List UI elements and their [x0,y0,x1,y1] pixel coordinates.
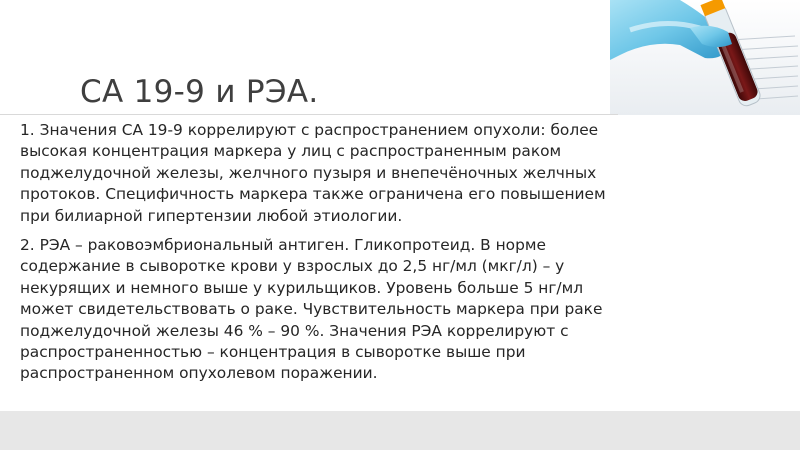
footer-bar [0,411,800,450]
blood-sample-tube-photo [610,0,800,115]
blood-sample-tube-illustration [610,0,800,115]
slide-body [20,120,660,393]
paragraph-rea: 2. РЭА – раковоэмбриональный антиген. Гликопротеид. В норме содержание в сыворотке крови у взрослых до 2,5 нг/мл (мкг/л) – у некурящих и немного выше у курильщиков. Уровень больше 5 нг/мл может свидетельствовать о раке. Чувствительность маркера при раке поджелудочной железы 46 % – 90 %. Значения РЭА коррелируют с распространенностью – концентрация в сыворотке выше при распространенном опухолевом поражении. [20,236,603,383]
paragraph-ca19-9: 1. Значения СА 19-9 коррелируют с распространением опухоли: более высокая концентрация маркера у лиц с распространенным раком поджелудочной железы, желчного пузыря и внепечёночных желчных протоков. Специфичность маркера также ограничена его повышением при билиарной гипертензии любой этиологии. [20,121,606,225]
slide-title: СА 19-9 и РЭА. [80,74,319,110]
title-divider [0,114,618,115]
